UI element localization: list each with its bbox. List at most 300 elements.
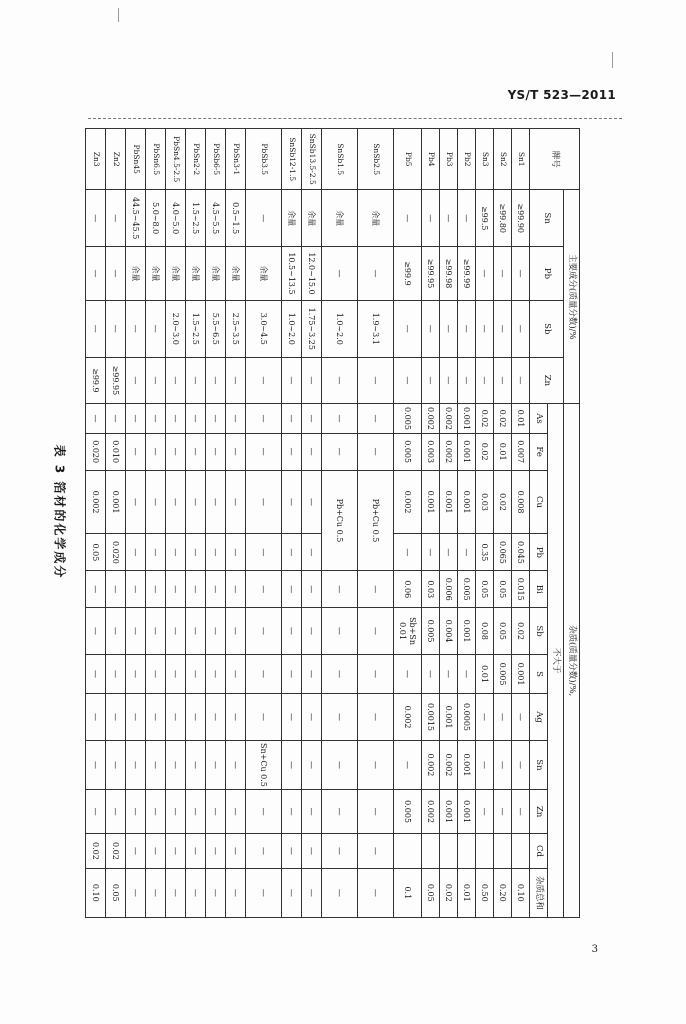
cell-as: —	[126, 404, 146, 433]
cell-sb: —	[458, 301, 476, 358]
cell-ag: —	[186, 694, 206, 741]
cell-s: 0.005	[494, 654, 512, 693]
cell-total: 0.50	[476, 868, 494, 917]
cell-cd: —	[146, 834, 166, 868]
cell-sn-impurity: —	[282, 740, 302, 789]
cell-sn: —	[440, 190, 458, 247]
cell-cd: 0.02	[106, 834, 126, 868]
cell-bi: 0.06	[394, 571, 422, 608]
cell-total: —	[166, 868, 186, 917]
cell-sn-impurity: —	[186, 740, 206, 789]
cell-cd: —	[186, 834, 206, 868]
cell-bi: —	[246, 571, 282, 608]
cell-zn: —	[494, 357, 512, 404]
cell-sb: 3.0~4.5	[246, 301, 282, 358]
cell-sb-impurity: —	[206, 608, 226, 655]
cell-ag: —	[86, 694, 106, 741]
cell-sn-impurity: —	[146, 740, 166, 789]
cell-sn-impurity: 0.001	[458, 740, 476, 789]
cell-sn: —	[458, 190, 476, 247]
cell-cd	[422, 834, 440, 868]
table-row	[458, 129, 476, 918]
table-row	[226, 129, 246, 918]
cell-sn-impurity: —	[394, 740, 422, 789]
cell-zn: —	[146, 357, 166, 404]
cell-sb-impurity: —	[246, 608, 282, 655]
cell-fe: 0.001	[458, 433, 476, 470]
cell-s: —	[146, 654, 166, 693]
cell-zn-impurity: —	[476, 790, 494, 834]
cell-bi: 0.015	[512, 571, 530, 608]
table-caption: 表 3 箔材的化学成分	[52, 444, 67, 580]
cell-ag: 0.002	[394, 694, 422, 741]
cell-as: —	[246, 404, 282, 433]
cell-sn-impurity: —	[126, 740, 146, 789]
cell-sb: —	[394, 301, 422, 358]
table-row	[282, 129, 302, 918]
col-zn-impurity: Zn	[530, 790, 548, 834]
cell-ag: —	[246, 694, 282, 741]
cell-pb-impurity: —	[166, 534, 186, 571]
cell-as: 0.02	[476, 404, 494, 433]
cell-zn-impurity: —	[86, 790, 106, 834]
table-row	[512, 129, 530, 918]
cell-ag: —	[226, 694, 246, 741]
cell-total: —	[146, 868, 166, 917]
col-pb-impurity: Pb	[530, 534, 548, 571]
cell-sb: 1.5~2.5	[186, 301, 206, 358]
cell-sb-impurity: —	[86, 608, 106, 655]
table-row	[186, 129, 206, 918]
cell-as: 0.002	[422, 404, 440, 433]
cell-cd: —	[282, 834, 302, 868]
cell-as: 0.001	[458, 404, 476, 433]
cell-pb: ≥99.95	[422, 246, 440, 300]
cell-pb: —	[512, 246, 530, 300]
cell-bi: —	[358, 571, 394, 608]
cell-cd: —	[206, 834, 226, 868]
table-row	[126, 129, 146, 918]
cell-pb-impurity: 0.05	[86, 534, 106, 571]
cell-zn: —	[512, 357, 530, 404]
cell-total: 0.10	[512, 868, 530, 917]
cell-cd	[458, 834, 476, 868]
cell-zn: —	[282, 357, 302, 404]
cell-cd: —	[322, 834, 358, 868]
cell-fe: 0.007	[512, 433, 530, 470]
cell-pb-impurity: 0.020	[106, 534, 126, 571]
grade-cell: SnSb1.5	[322, 129, 358, 190]
cell-sn: 44.5~45.5	[126, 190, 146, 247]
grade-cell: Pb5	[394, 129, 422, 190]
cell-total: —	[246, 868, 282, 917]
cell-cd: —	[226, 834, 246, 868]
cell-zn-impurity: —	[126, 790, 146, 834]
cell-pb-impurity: —	[458, 534, 476, 571]
cell-sn: 4.0~5.0	[166, 190, 186, 247]
cell-cu: 0.001	[106, 470, 126, 534]
cell-sn: —	[394, 190, 422, 247]
table-row	[422, 129, 440, 918]
cell-sb: —	[422, 301, 440, 358]
cell-cd: —	[358, 834, 394, 868]
col-sn: Sn	[530, 190, 564, 247]
cell-cu: 0.002	[394, 470, 422, 534]
cell-zn: —	[458, 357, 476, 404]
cell-pb: 12.0~15.0	[302, 246, 322, 300]
cell-fe: —	[246, 433, 282, 470]
cell-bi: —	[282, 571, 302, 608]
cell-ag: 0.0005	[458, 694, 476, 741]
cell-cd: —	[166, 834, 186, 868]
cell-pb-impurity: —	[146, 534, 166, 571]
cell-pb-impurity: —	[422, 534, 440, 571]
cell-s: —	[186, 654, 206, 693]
cell-sn: —	[106, 190, 126, 247]
cell-cu: —	[246, 470, 282, 534]
cell-sn-impurity: —	[358, 740, 394, 789]
cell-as: —	[226, 404, 246, 433]
cell-pb: —	[106, 246, 126, 300]
cell-sn-impurity: —	[476, 740, 494, 789]
cell-pb: 余量	[186, 246, 206, 300]
cell-pb: —	[358, 246, 394, 300]
cell-s: —	[394, 654, 422, 693]
cell-zn-impurity: —	[206, 790, 226, 834]
grade-cell: SnSb13.5-2.5	[302, 129, 322, 190]
cell-sn: 5.0~8.0	[146, 190, 166, 247]
cell-pb: ≥99.9	[394, 246, 422, 300]
cell-s: —	[440, 654, 458, 693]
cell-as: —	[166, 404, 186, 433]
cell-ag: 0.0015	[422, 694, 440, 741]
col-fe: Fe	[530, 433, 548, 470]
cell-pb-impurity: —	[126, 534, 146, 571]
cell-cu: Pb+Cu 0.5	[358, 470, 394, 571]
cell-sb: 1.75~3.25	[302, 301, 322, 358]
cell-cu: —	[126, 470, 146, 534]
cell-bi: —	[106, 571, 126, 608]
cell-ag: —	[494, 694, 512, 741]
cell-zn: —	[440, 357, 458, 404]
cell-bi: 0.05	[476, 571, 494, 608]
cell-zn-impurity: 0.001	[440, 790, 458, 834]
cell-total: —	[322, 868, 358, 917]
header-impurities: 杂质(质量分数)/%,	[564, 404, 580, 918]
cell-as: —	[106, 404, 126, 433]
cell-sb-impurity: 0.004	[440, 608, 458, 655]
cell-sb-impurity: —	[146, 608, 166, 655]
grade-cell: SnSb2.5	[358, 129, 394, 190]
cell-as: —	[302, 404, 322, 433]
cell-pb-impurity: —	[394, 534, 422, 571]
cell-sb: 5.5~6.5	[206, 301, 226, 358]
cell-fe: —	[282, 433, 302, 470]
cell-zn: —	[422, 357, 440, 404]
cell-sn-impurity: 0.002	[440, 740, 458, 789]
cell-fe: 0.01	[494, 433, 512, 470]
cell-sb-impurity: 0.08	[476, 608, 494, 655]
cell-cu: —	[166, 470, 186, 534]
cell-s: —	[458, 654, 476, 693]
cell-bi: 0.005	[458, 571, 476, 608]
cell-pb-impurity: 0.35	[476, 534, 494, 571]
cell-sb: —	[494, 301, 512, 358]
cell-ag: —	[322, 694, 358, 741]
cell-sn: ≥99.80	[494, 190, 512, 247]
grade-cell: Zn2	[106, 129, 126, 190]
cell-ag: —	[106, 694, 126, 741]
cell-total: —	[282, 868, 302, 917]
table-rotator	[91, 128, 580, 918]
grade-cell: Zn3	[86, 129, 106, 190]
cell-sb: —	[126, 301, 146, 358]
grade-cell: Pb3	[440, 129, 458, 190]
cell-sb-impurity: —	[226, 608, 246, 655]
cell-pb-impurity: —	[302, 534, 322, 571]
cell-as: —	[186, 404, 206, 433]
cell-as: 0.01	[512, 404, 530, 433]
col-s: S	[530, 654, 548, 693]
cell-sn: —	[422, 190, 440, 247]
cell-s: 0.001	[512, 654, 530, 693]
cell-zn-impurity: —	[246, 790, 282, 834]
table-row	[494, 129, 512, 918]
cell-zn: —	[206, 357, 226, 404]
cell-fe: —	[226, 433, 246, 470]
cell-cu: 0.001	[422, 470, 440, 534]
cell-s: —	[226, 654, 246, 693]
col-cu: Cu	[530, 470, 548, 534]
cell-sn-impurity: —	[166, 740, 186, 789]
cell-ag: —	[126, 694, 146, 741]
cell-sn-impurity: Sn+Cu 0.5	[246, 740, 282, 789]
grade-cell: PbSn6.5	[146, 129, 166, 190]
cell-zn-impurity: —	[302, 790, 322, 834]
cell-ag: —	[512, 694, 530, 741]
grade-cell: PbSn4.5-2.5	[166, 129, 186, 190]
cell-s: —	[86, 654, 106, 693]
cell-sb-impurity: Sb+Sn 0.01	[394, 608, 422, 655]
table-row	[86, 129, 106, 918]
cell-sb-impurity: —	[126, 608, 146, 655]
cell-sb: 1.9~3.1	[358, 301, 394, 358]
cell-cu: 0.02	[494, 470, 512, 534]
cell-pb-impurity: —	[440, 534, 458, 571]
cell-sb-impurity: —	[166, 608, 186, 655]
header-not-greater: 不大于	[548, 404, 564, 918]
table-frame	[91, 128, 580, 918]
cell-sb-impurity: 0.02	[512, 608, 530, 655]
cell-as: —	[358, 404, 394, 433]
cell-sb: —	[106, 301, 126, 358]
cell-sb-impurity: 0.001	[458, 608, 476, 655]
cell-s: —	[302, 654, 322, 693]
cell-as: —	[282, 404, 302, 433]
cell-zn: —	[476, 357, 494, 404]
cell-ag: —	[358, 694, 394, 741]
cell-cu: 0.002	[86, 470, 106, 534]
header-main-components: 主要成分(质量分数)/%	[564, 190, 580, 404]
cell-s: —	[358, 654, 394, 693]
cell-cd: —	[246, 834, 282, 868]
cell-sn-impurity: —	[322, 740, 358, 789]
cell-sn: 余量	[302, 190, 322, 247]
cell-pb: —	[322, 246, 358, 300]
cell-fe: —	[146, 433, 166, 470]
cell-sn-impurity: —	[302, 740, 322, 789]
cell-sb: 2.0~3.0	[166, 301, 186, 358]
cell-s: —	[126, 654, 146, 693]
cell-fe: —	[322, 433, 358, 470]
cell-zn: —	[166, 357, 186, 404]
cell-total: 0.20	[494, 868, 512, 917]
grade-cell: Sn1	[512, 129, 530, 190]
cell-zn: —	[226, 357, 246, 404]
cell-sn-impurity: —	[86, 740, 106, 789]
cell-total: —	[226, 868, 246, 917]
cell-pb-impurity: 0.045	[512, 534, 530, 571]
cell-cd	[394, 834, 422, 868]
col-ag: Ag	[530, 694, 548, 741]
cell-bi: 0.05	[494, 571, 512, 608]
cell-total: —	[186, 868, 206, 917]
cell-fe: —	[302, 433, 322, 470]
table-row	[476, 129, 494, 918]
cell-pb: 余量	[126, 246, 146, 300]
cell-pb-impurity: 0.065	[494, 534, 512, 571]
cell-sb-impurity: —	[106, 608, 126, 655]
cell-as: —	[322, 404, 358, 433]
cell-cu: —	[226, 470, 246, 534]
cell-bi: —	[186, 571, 206, 608]
cell-total: 0.05	[422, 868, 440, 917]
cell-sb-impurity: —	[322, 608, 358, 655]
cell-as: 0.002	[440, 404, 458, 433]
cell-sn: 余量	[282, 190, 302, 247]
cell-bi: —	[86, 571, 106, 608]
cell-sn-impurity: —	[512, 740, 530, 789]
grade-cell: PbSn3-1	[226, 129, 246, 190]
cell-cu: 0.008	[512, 470, 530, 534]
cell-sb: —	[512, 301, 530, 358]
cell-as: —	[206, 404, 226, 433]
col-cd: Cd	[530, 834, 548, 868]
col-sb-impurity: Sb	[530, 608, 548, 655]
cell-fe: —	[206, 433, 226, 470]
grade-cell: SnSb12-1.5	[282, 129, 302, 190]
cell-zn: —	[246, 357, 282, 404]
col-zn: Zn	[530, 357, 564, 404]
table-row	[302, 129, 322, 918]
cell-pb: —	[476, 246, 494, 300]
cell-s: 0.01	[476, 654, 494, 693]
cell-fe: 0.002	[440, 433, 458, 470]
col-sn-impurity: Sn	[530, 740, 548, 789]
cell-zn-impurity: —	[226, 790, 246, 834]
cell-sb-impurity: 0.005	[422, 608, 440, 655]
cell-sn-impurity: —	[206, 740, 226, 789]
cell-sn: ≥99.5	[476, 190, 494, 247]
cell-fe: 0.003	[422, 433, 440, 470]
standard-code: YS/T 523—2011	[507, 88, 616, 102]
cell-fe: —	[126, 433, 146, 470]
grade-cell: Sn3	[476, 129, 494, 190]
table-row	[394, 129, 422, 918]
cell-total: —	[358, 868, 394, 917]
page-number: 3	[591, 944, 598, 955]
cell-sb: —	[440, 301, 458, 358]
cell-cu: 0.001	[458, 470, 476, 534]
cell-zn: —	[322, 357, 358, 404]
cell-sb-impurity: 0.05	[494, 608, 512, 655]
cell-s: —	[166, 654, 186, 693]
cell-sb: 1.0~2.0	[322, 301, 358, 358]
cell-zn-impurity: 0.002	[422, 790, 440, 834]
cell-cd	[494, 834, 512, 868]
cell-zn: ≥99.95	[106, 357, 126, 404]
cell-as: —	[146, 404, 166, 433]
cell-zn: —	[186, 357, 206, 404]
cell-total: —	[126, 868, 146, 917]
cell-bi: —	[126, 571, 146, 608]
cell-cu: 0.03	[476, 470, 494, 534]
cell-s: —	[246, 654, 282, 693]
table-row	[166, 129, 186, 918]
table-row	[206, 129, 226, 918]
cell-cd	[512, 834, 530, 868]
cell-pb-impurity: —	[206, 534, 226, 571]
cell-zn-impurity: —	[186, 790, 206, 834]
cell-s: —	[422, 654, 440, 693]
cell-sb: 1.0~2.0	[282, 301, 302, 358]
cell-total: —	[206, 868, 226, 917]
cell-zn-impurity: —	[512, 790, 530, 834]
grade-cell: Pb2	[458, 129, 476, 190]
cell-sn-impurity: —	[106, 740, 126, 789]
cell-cd: —	[126, 834, 146, 868]
cell-cu: 0.001	[440, 470, 458, 534]
cell-sb-impurity: —	[302, 608, 322, 655]
col-total-impurities: 杂质总和	[530, 868, 548, 917]
table-row	[246, 129, 282, 918]
cell-sn-impurity: 0.002	[422, 740, 440, 789]
cell-pb: 余量	[146, 246, 166, 300]
cell-ag: —	[282, 694, 302, 741]
cell-bi: 0.03	[422, 571, 440, 608]
cell-pb: 余量	[226, 246, 246, 300]
cell-ag: —	[476, 694, 494, 741]
cell-sb: —	[86, 301, 106, 358]
cell-cu: —	[206, 470, 226, 534]
cell-pb: 余量	[206, 246, 226, 300]
table-row	[146, 129, 166, 918]
cell-zn: —	[394, 357, 422, 404]
cell-bi: —	[302, 571, 322, 608]
cell-cd	[476, 834, 494, 868]
cell-zn-impurity: 0.001	[458, 790, 476, 834]
cell-sn: —	[86, 190, 106, 247]
cell-total: 0.10	[86, 868, 106, 917]
col-pb: Pb	[530, 246, 564, 300]
cell-bi: —	[146, 571, 166, 608]
table-body	[86, 129, 530, 918]
cell-sn: —	[246, 190, 282, 247]
chemical-composition-table	[85, 128, 580, 918]
cell-s: —	[322, 654, 358, 693]
cell-ag: 0.001	[440, 694, 458, 741]
cell-fe: —	[166, 433, 186, 470]
